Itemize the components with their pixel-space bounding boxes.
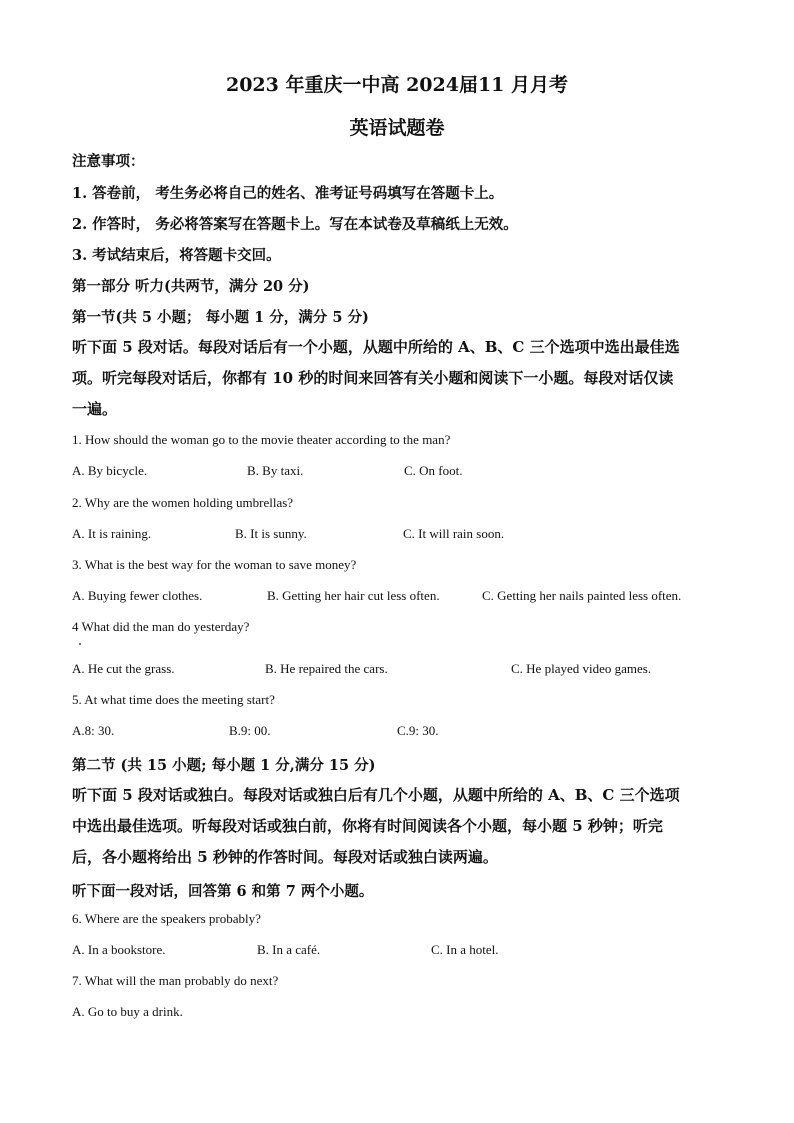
instruction-line: 项。听完每段对话后，你都有 10 秒的时间来回答有关小题和阅读下一小题。每段对话仅读: [72, 369, 674, 387]
answer-option: C. In a hotel.: [431, 942, 499, 957]
group-intro: 听下面一段对话，回答第 6 和第 7 两个小题。: [72, 883, 374, 900]
answer-option: C. He played video games.: [511, 661, 652, 676]
question-stem: 2. Why are the women holding umbrellas?: [72, 495, 294, 510]
answer-option: B. In a café.: [257, 942, 321, 957]
section1-instructions: [72, 332, 722, 425]
question-stem: 7. What will the man probably do next?: [72, 973, 279, 988]
answer-option: A. In a bookstore.: [72, 942, 166, 957]
answer-option: A. Buying fewer clothes.: [72, 588, 203, 603]
answer-option: C. Getting her nails painted less often.: [482, 588, 682, 603]
question-stem: 6. Where are the speakers probably?: [72, 911, 261, 926]
exam-subtitle: 英语试题卷: [349, 117, 445, 139]
notice-item: 1. 答卷前， 考生务必将自己的姓名、准考证号码填写在答题卡上。: [72, 185, 504, 202]
instruction-line: 听下面 5 段对话或独白。每段对话或独白后有几个小题，从题中所给的 A、B、C 三个选项: [72, 786, 680, 804]
answer-option: A. He cut the grass.: [72, 661, 175, 676]
question-stem: 3. What is the best way for the woman to save money?: [72, 557, 357, 572]
question-stem: 5. At what time does the meeting start?: [72, 692, 275, 707]
answer-option: A. By bicycle.: [72, 463, 148, 478]
notice-heading: 注意事项：: [72, 153, 145, 170]
answer-option: A.8: 30.: [72, 723, 115, 738]
answer-option: C. It will rain soon.: [403, 526, 505, 541]
section2-instructions: [72, 780, 722, 873]
part1-heading: 第一部分 听力(共两节，满分 20 分): [72, 278, 310, 295]
notice-item: 2. 作答时， 务必将答案写在答题卡上。写在本试卷及草稿纸上无效。: [72, 216, 518, 233]
instruction-line: 中选出最佳选项。听每段对话或独白前，你将有时间阅读各个小题，每小题 5 秒钟；听完: [72, 817, 663, 835]
instruction-line: 听下面 5 段对话。每段对话后有一个小题，从题中所给的 A、B、C 三个选项中选出最佳选: [72, 338, 680, 356]
notice-item: 3. 考试结束后，将答题卡交回。: [72, 247, 281, 264]
question-stem: 4 What did the man do yesterday?: [72, 619, 250, 634]
answer-option: A. It is raining.: [72, 526, 152, 541]
instruction-line: 一遍。: [72, 400, 118, 418]
answer-option: B.9: 00.: [229, 723, 271, 738]
instruction-line: 后，各小题将给出 5 秒钟的作答时间。每段对话或独白读两遍。: [72, 848, 498, 866]
answer-option: A. Go to buy a drink.: [72, 1004, 183, 1019]
answer-option: B. Getting her hair cut less often.: [267, 588, 440, 603]
question-stem: 1. How should the woman go to the movie theater according to the man?: [72, 432, 451, 447]
exam-title: 2023 年重庆一中高 2024届11 月月考: [225, 74, 569, 96]
answer-option: C.9: 30.: [397, 723, 439, 738]
answer-option: B. By taxi.: [247, 463, 304, 478]
answer-option: B. It is sunny.: [235, 526, 307, 541]
answer-option: B. He repaired the cars.: [265, 661, 388, 676]
answer-option: C. On foot.: [404, 463, 463, 478]
section2-heading: 第二节 (共 15 小题; 每小题 1 分,满分 15 分): [72, 757, 376, 774]
punctuation-dot: [79, 643, 81, 645]
section1-heading: 第一节(共 5 小题； 每小题 1 分，满分 5 分): [72, 309, 369, 326]
